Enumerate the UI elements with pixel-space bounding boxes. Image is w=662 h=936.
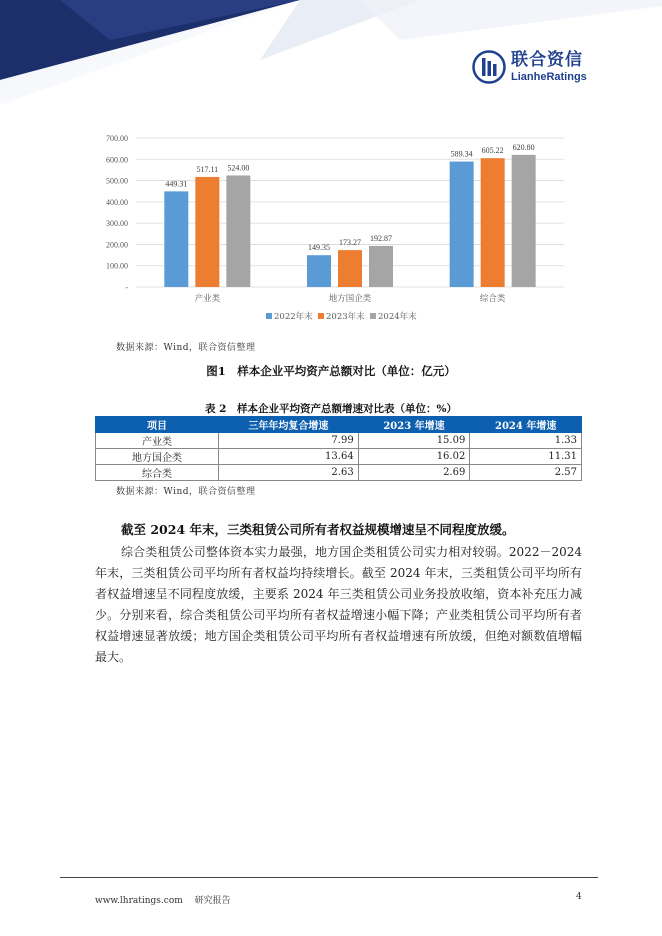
footer-divider xyxy=(60,877,598,878)
logo-chinese-name: 联合资信 xyxy=(511,49,583,70)
bar xyxy=(307,255,331,287)
col-header-item: 项目 xyxy=(96,417,219,433)
cell-value: 15.09 xyxy=(358,433,470,449)
legend-label: 2022年末 xyxy=(274,312,313,322)
legend-label: 2023年末 xyxy=(326,312,365,322)
cell-value: 2.57 xyxy=(470,465,582,481)
y-tick-label: 100.00 xyxy=(106,261,128,271)
table-row xyxy=(96,449,582,465)
bar xyxy=(338,250,362,287)
bar xyxy=(450,162,474,287)
row-label: 地方国企类 xyxy=(96,449,219,465)
legend-label: 2024年末 xyxy=(378,312,417,322)
lianhe-logo xyxy=(472,50,587,84)
table-row xyxy=(96,465,582,481)
data-label: 589.34 xyxy=(450,149,473,159)
bar xyxy=(195,177,219,287)
bar xyxy=(164,191,188,287)
figure-source: 数据来源：Wind，联合资信整理 xyxy=(116,343,256,353)
data-label: 517.11 xyxy=(196,164,219,174)
x-category-label: 地方国企类 xyxy=(328,294,372,304)
x-category-label: 产业类 xyxy=(194,294,221,304)
x-category-label: 综合类 xyxy=(479,294,506,304)
y-tick-label: 400.00 xyxy=(106,197,128,207)
bar xyxy=(369,246,393,287)
section-heading: 截至 2024 年末，三类租赁公司所有者权益规模增速呈不同程度放缓。 xyxy=(121,522,515,537)
y-tick-label: 300.00 xyxy=(106,219,128,229)
y-tick-label: 600.00 xyxy=(106,155,128,165)
data-label: 173.27 xyxy=(339,238,361,248)
bar xyxy=(226,175,250,287)
cell-value: 2.63 xyxy=(219,465,359,481)
legend-swatch xyxy=(318,313,324,319)
cell-value: 2.69 xyxy=(358,465,470,481)
cell-value: 1.33 xyxy=(470,433,582,449)
asset-bar-chart xyxy=(96,132,576,332)
bar xyxy=(481,158,505,287)
data-label: 149.35 xyxy=(308,243,330,253)
data-label: 605.22 xyxy=(481,146,504,156)
col-header-cagr: 三年年均复合增速 xyxy=(219,417,359,433)
table-source: 数据来源：Wind，联合资信整理 xyxy=(116,487,256,497)
legend-swatch xyxy=(370,313,376,319)
table-title: 表 2 样本企业平均资产总额增速对比表（单位：%） xyxy=(205,403,457,415)
y-tick-label: 500.00 xyxy=(106,176,128,186)
bar xyxy=(512,155,536,287)
col-header-2024: 2024 年增速 xyxy=(470,417,582,433)
cell-value: 7.99 xyxy=(219,433,359,449)
cell-value: 13.64 xyxy=(219,449,359,465)
y-tick-label: - xyxy=(125,283,128,292)
growth-table xyxy=(95,416,582,481)
logo-english-name: LianheRatings xyxy=(511,70,587,83)
y-tick-label: 700.00 xyxy=(106,134,128,143)
cell-value: 11.31 xyxy=(470,449,582,465)
data-label: 449.31 xyxy=(165,179,188,189)
footer-website: www.lhratings.com 研究报告 xyxy=(95,896,231,906)
lianhe-logo-icon xyxy=(472,50,506,84)
data-label: 524.00 xyxy=(227,163,250,173)
row-label: 综合类 xyxy=(96,465,219,481)
data-label: 192.87 xyxy=(370,233,392,243)
legend-swatch xyxy=(266,313,272,319)
body-paragraph: 综合类租赁公司整体资本实力最强，地方国企类租赁公司实力相对较弱。2022－2024 年末，三类租赁公司平均所有者权益均持续增长。截至 2024 年末，三类租赁公司平均所有者权益增速呈不同程度放缓，主要系 2024 年三类租赁公司业务投放收缩，资本补充压力减少。分别来看，综合类租赁公司平均所有者权益增速小幅下降；产业类租赁公司平均所有者权益增速显著放缓；地方国企类租赁公司平均所有者权益增速有所放缓，但绝对额数值增幅最大。 xyxy=(95,545,582,664)
y-tick-label: 200.00 xyxy=(106,240,128,250)
table-row xyxy=(96,433,582,449)
table-header-row xyxy=(96,417,582,433)
data-label: 620.80 xyxy=(512,142,535,152)
page-number: 4 xyxy=(576,892,582,902)
col-header-2023: 2023 年增速 xyxy=(358,417,470,433)
row-label: 产业类 xyxy=(96,433,219,449)
figure-caption: 图1 样本企业平均资产总额对比（单位：亿元） xyxy=(206,364,456,378)
cell-value: 16.02 xyxy=(358,449,470,465)
